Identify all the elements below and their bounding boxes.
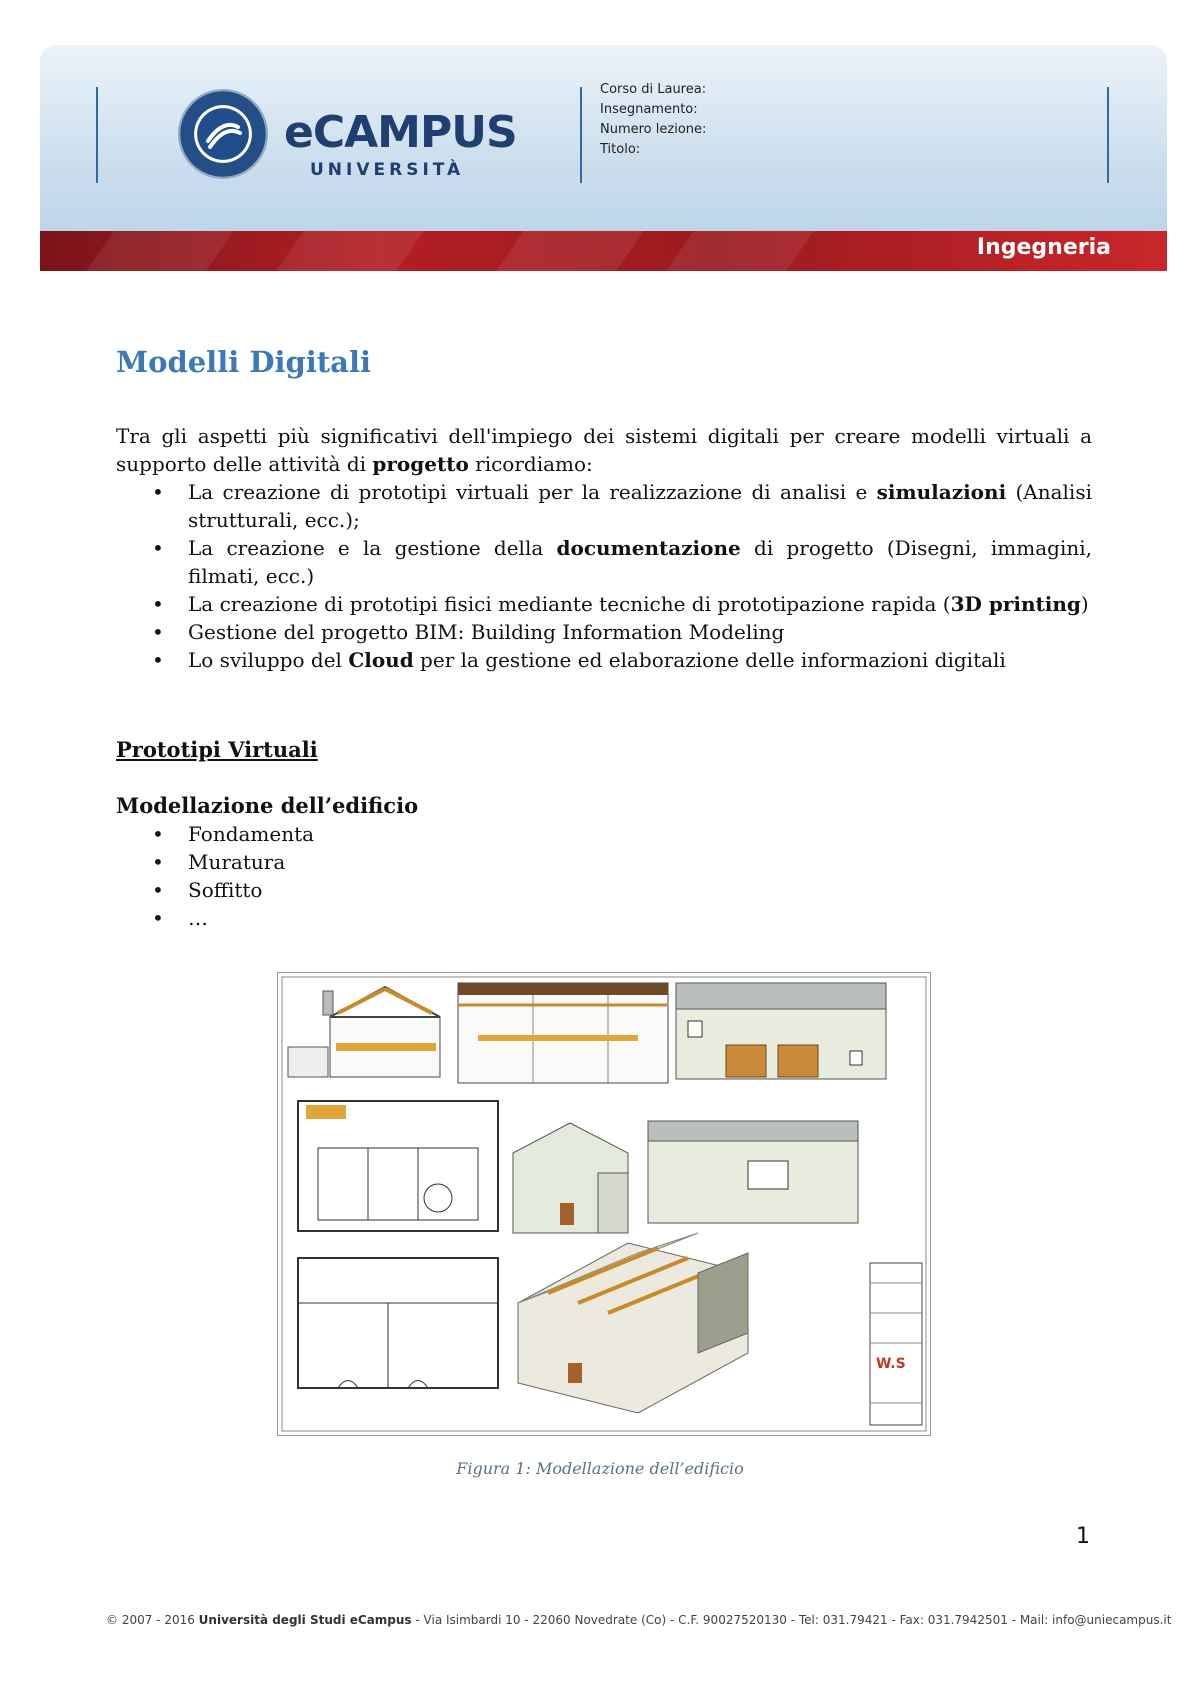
list-item: • Muratura	[116, 848, 1092, 876]
header-banner	[40, 45, 1167, 271]
list-item: • La creazione e la gestione della documentazione di progetto (Disegni, immagini, filmati, ecc.)	[116, 534, 1092, 590]
page-title: Modelli Digitali	[116, 345, 371, 379]
long-section-drawing	[458, 983, 668, 1083]
building-model-figure	[277, 972, 931, 1436]
divider-right	[1107, 87, 1109, 183]
building-elements-list	[116, 820, 1092, 932]
rear-elevation-drawing	[648, 1121, 858, 1223]
meta-course: Corso di Laurea:	[600, 82, 707, 97]
faculty-ribbon	[40, 231, 1167, 271]
section-heading: Prototipi Virtuali	[116, 737, 318, 762]
list-item: • Lo sviluppo del Cloud per la gestione ed elaborazione delle informazioni digitali	[116, 646, 1092, 674]
meta-title: Titolo:	[600, 142, 641, 157]
figure-caption: Figura 1: Modellazione dell’edificio	[456, 1459, 744, 1478]
meta-lesson-number: Numero lezione:	[600, 122, 707, 137]
titleblock-logo: W.S	[876, 1356, 906, 1372]
upper-floor-plan-drawing	[298, 1258, 498, 1388]
logo-subtitle: UNIVERSITÀ	[310, 160, 465, 180]
page-footer: © 2007 - 2016 Università degli Studi eCampus - Via Isimbardi 10 - 22060 Novedrate (Co) - C.F. 90027520130 - Tel: 031.79421 - Fax: 031.7942501 - Mail: info@uniecampus.it	[106, 1613, 1172, 1627]
aspects-list	[116, 478, 1092, 674]
drawing-title-block	[870, 1263, 922, 1425]
list-item: • La creazione di prototipi fisici mediante tecniche di prototipazione rapida (3D printing)	[116, 590, 1092, 618]
meta-subject: Insegnamento:	[600, 102, 698, 117]
side-elevation-drawing	[676, 983, 886, 1079]
subsection-heading: Modellazione dell’edificio	[116, 793, 419, 818]
list-item: • Gestione del progetto BIM: Building Information Modeling	[116, 618, 1092, 646]
ground-floor-plan-drawing	[298, 1101, 498, 1231]
university-seal-icon	[180, 91, 266, 177]
list-item: • Soffitto	[116, 876, 1092, 904]
divider-left	[96, 87, 98, 183]
intro-paragraph: Tra gli aspetti più significativi dell'impiego dei sistemi digitali per creare modelli virtuali a supporto delle attività di progetto ricordiamo:	[116, 424, 1092, 476]
faculty-label: Ingegneria	[976, 235, 1111, 260]
page-number: 1	[1076, 1524, 1090, 1549]
list-item: • La creazione di prototipi virtuali per la realizzazione di analisi e simulazioni (Analisi strutturali, ecc.);	[116, 478, 1092, 534]
list-item: • Fondamenta	[116, 820, 1092, 848]
course-meta	[600, 80, 706, 160]
list-item: • …	[116, 904, 1092, 932]
drawing-sheet-image	[278, 973, 930, 1435]
divider-middle	[580, 87, 582, 183]
logo-wordmark: eCAMPUS	[284, 107, 517, 158]
